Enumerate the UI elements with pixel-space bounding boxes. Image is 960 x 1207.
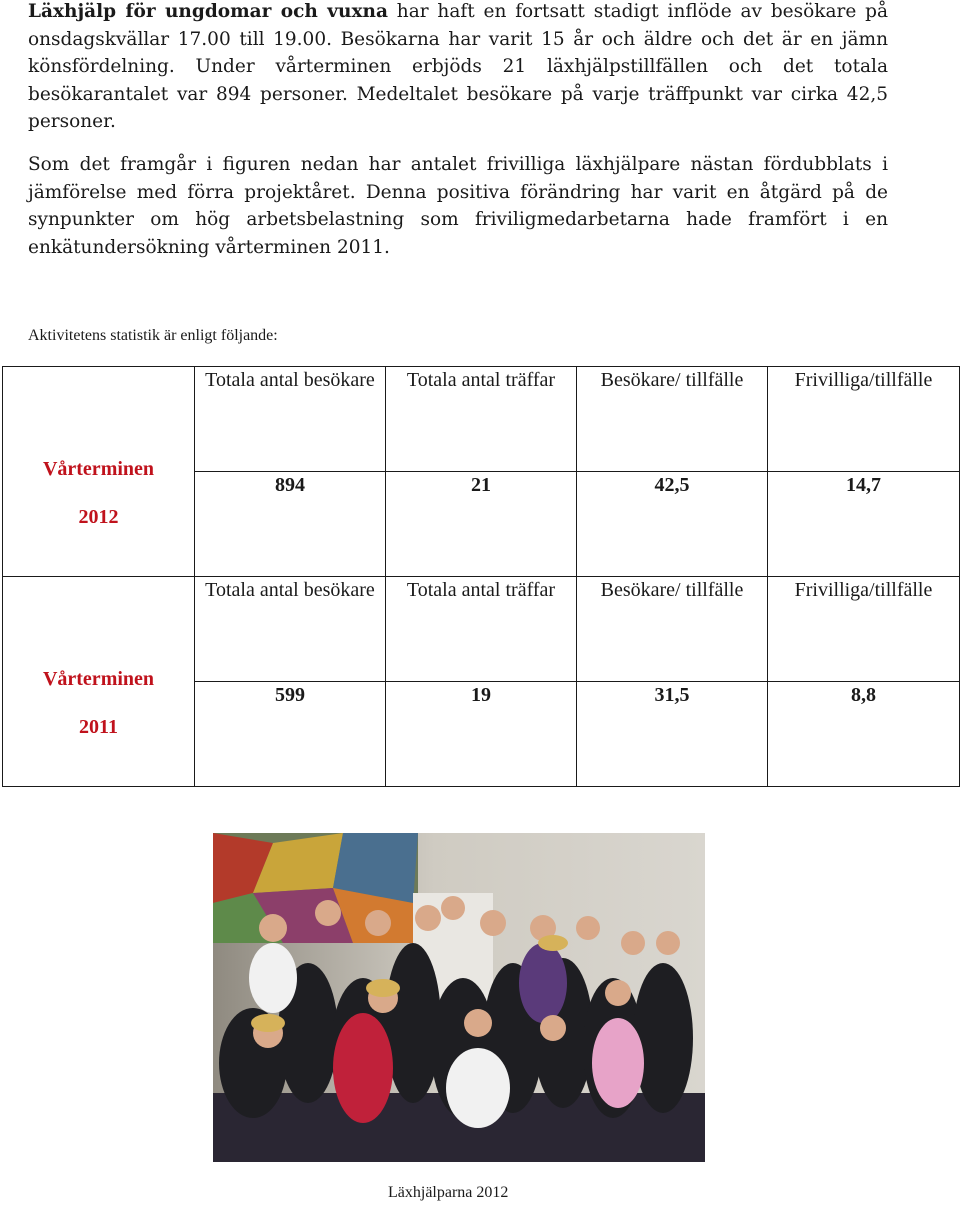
value-volunteers-per-session-2012: 14,7: [768, 472, 960, 577]
header-visitors-per-session: Besökare/ tillfälle: [577, 577, 768, 682]
header-volunteers-per-session: Frivilliga/tillfälle: [768, 577, 960, 682]
value-total-meetings-2011: 19: [386, 682, 577, 787]
term-cell-2012: [3, 367, 195, 577]
term-label-2012: Vårterminen: [42, 458, 155, 480]
header-visitors-per-session: Besökare/ tillfälle: [577, 367, 768, 472]
table-header-row-2012: [3, 367, 960, 472]
stats-caption: Aktivitetens statistik är enligt följande:: [28, 327, 278, 344]
value-total-visitors-2011: 599: [195, 682, 386, 787]
group-photo: [213, 833, 705, 1162]
header-total-visitors: Totala antal besökare: [195, 367, 386, 472]
term-label-2011: Vårterminen: [42, 668, 155, 690]
header-total-visitors: Totala antal besökare: [195, 577, 386, 682]
photo-caption: Läxhjälparna 2012: [388, 1184, 509, 1201]
header-volunteers-per-session: Frivilliga/tillfälle: [768, 367, 960, 472]
intro-bold-lead: Läxhjälp för ungdomar och vuxna: [28, 1, 388, 22]
intro-paragraph: [28, 0, 888, 136]
value-visitors-per-session-2012: 42,5: [577, 472, 768, 577]
value-visitors-per-session-2011: 31,5: [577, 682, 768, 787]
value-total-visitors-2012: 894: [195, 472, 386, 577]
header-total-meetings: Totala antal träffar: [386, 367, 577, 472]
term-year-2011: 2011: [79, 716, 118, 738]
value-volunteers-per-session-2011: 8,8: [768, 682, 960, 787]
intro-text: har haft en fortsatt stadigt inflöde av besökare på onsdagskvällar 17.00 till 19.00. Besökarna har varit 15 år och äldre och det är en jämn könsfördelning. Under vårterminen erbjöds 21 läxhjälpstillfällen och det totala besökarantalet var 894 personer. Medeltalet besökare på varje träffpunkt var cirka 42,5 personer.: [28, 1, 888, 132]
header-total-meetings: Totala antal träffar: [386, 577, 577, 682]
term-year-2012: 2012: [78, 506, 119, 528]
value-total-meetings-2012: 21: [386, 472, 577, 577]
statistics-table: [2, 366, 960, 787]
term-cell-2011: [3, 577, 195, 787]
table-header-row-2011: [3, 577, 960, 682]
volunteers-paragraph: Som det framgår i figuren nedan har antalet frivilliga läxhjälpare nästan fördubblats i jämförelse med förra projektåret. Denna positiva förändring har varit en åtgärd på de synpunkter om hög arbetsbelastning som friviligmedarbetarna hade framfört i en enkätundersökning vårterminen 2011.: [28, 154, 888, 258]
